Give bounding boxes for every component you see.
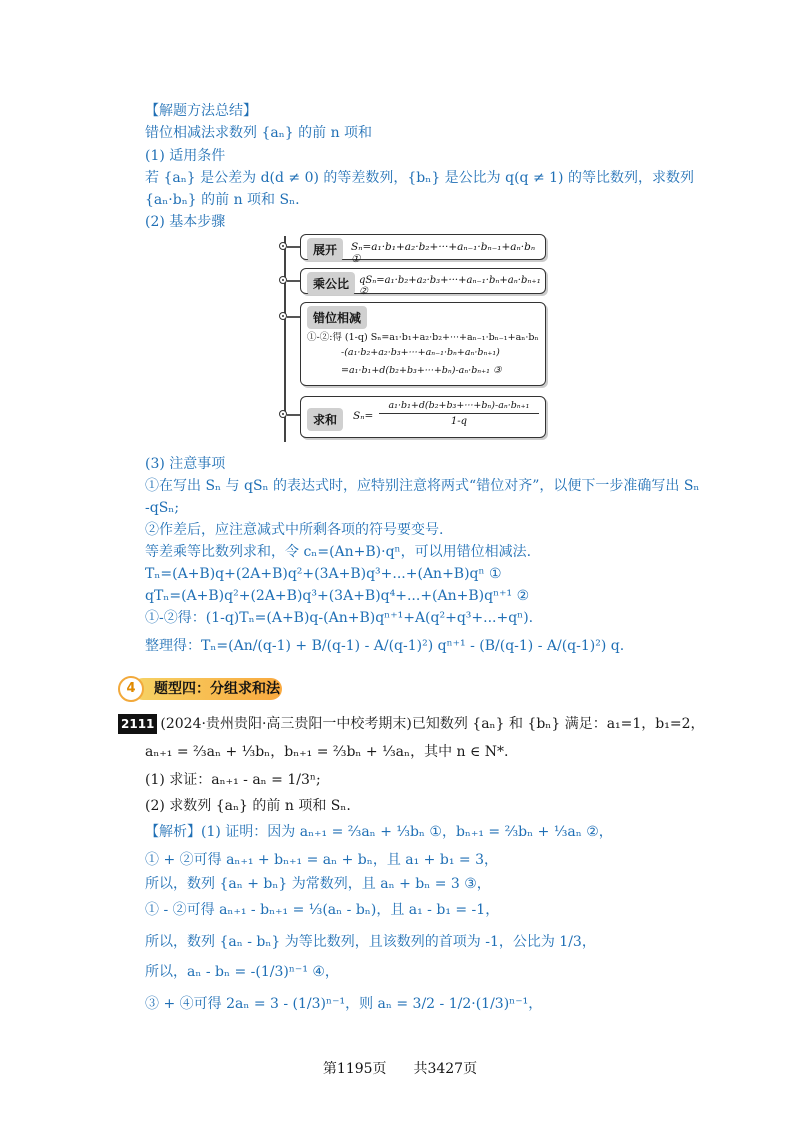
- page-number: 第1195页: [322, 1061, 387, 1077]
- step4-tag: 求和: [307, 408, 343, 431]
- connector: [287, 414, 301, 416]
- step2-tag: 乘公比: [307, 272, 355, 295]
- step3-line1: ①-②:得 (1-q) Sₙ=a₁·b₁+a₂·b₂+···+aₙ₋₁·bₙ₋₁+aₙ·bₙ: [307, 332, 539, 343]
- note-6: ①-②得：(1-q)Tₙ=(A+B)q-(An+B)qⁿ⁺¹+A(q²+q³+...+qⁿ).: [145, 610, 534, 626]
- note-7: [145, 636, 624, 656]
- solution-line-1: 【解析】(1) 证明：因为 aₙ₊₁ = ⅔aₙ + ⅓bₙ ①，bₙ₊₁ = ⅔bₙ + ⅓aₙ ②，: [145, 824, 613, 840]
- notes-title: (3) 注意事项: [145, 456, 226, 472]
- connector: [287, 246, 301, 248]
- step3-line3: =a₁·b₁+d(b₂+b₃+···+bₙ)-aₙ·bₙ₊₁ ③: [341, 365, 502, 376]
- problem-stem-1: [118, 714, 705, 734]
- step1-tag: 展开: [307, 238, 343, 261]
- steps-diagram: [278, 232, 546, 446]
- step4-fraction: [379, 400, 539, 427]
- problem-id: 2111: [118, 714, 157, 734]
- step-multiply: [300, 268, 546, 297]
- note-7-body: (An/(q-1) + B/(q-1) - A/(q-1)²) qⁿ⁺¹ - (B/(q-1) - A/(q-1)²) q.: [228, 638, 625, 654]
- problem-stem-2: aₙ₊₁ = ⅔aₙ + ⅓bₙ，bₙ₊₁ = ⅔bₙ + ⅓aₙ，其中 n ∈ N*.: [145, 744, 509, 760]
- steps-title: (2) 基本步骤: [145, 214, 226, 230]
- condition-text-1: 若 {aₙ} 是公差为 d(d ≠ 0) 的等差数列，{bₙ} 是公比为 q(q ≠ 1) 的等比数列，求数列: [145, 170, 694, 186]
- step-expand: [300, 234, 546, 265]
- step2-formula: qSₙ=a₁·b₂+a₂·b₃+···+aₙ₋₁·bₙ+aₙ·bₙ₊₁ ②: [359, 275, 541, 297]
- step1-bullet-icon: [279, 242, 287, 250]
- section-number-badge: 4: [118, 676, 144, 702]
- step4-bullet-icon: [279, 410, 287, 418]
- note-7-prefix: 整理得：Tₙ=: [145, 638, 229, 654]
- note-1a: ①在写出 Sₙ 与 qSₙ 的表达式时，应特别注意将两式“错位对齐”，以便下一步准确写出 Sₙ: [145, 478, 700, 494]
- summary-intro: 错位相减法求数列 {aₙ} 的前 n 项和: [145, 125, 373, 141]
- solution-line-5: 所以，数列 {aₙ - bₙ} 为等比数列，且该数列的首项为 -1，公比为 1/3，: [145, 934, 596, 950]
- step4-lhs: Sₙ=: [353, 410, 374, 422]
- solution-line-4: ① - ②可得 aₙ₊₁ - bₙ₊₁ = ⅓(aₙ - bₙ)，且 a₁ - b₁ = -1，: [145, 902, 500, 918]
- method-summary-heading: 【解题方法总结】: [145, 103, 257, 119]
- step3-tag: 错位相减: [307, 306, 367, 329]
- connector: [287, 316, 301, 318]
- solution-line-2: ① + ②可得 aₙ₊₁ + bₙ₊₁ = aₙ + bₙ，且 a₁ + b₁ = 3，: [145, 852, 498, 868]
- page-total: 共3427页: [413, 1061, 478, 1077]
- problem-stem-text: (2024·贵州贵阳·高三贵阳一中校考期末)已知数列 {aₙ} 和 {bₙ} 满足：a₁=1，b₁=2，: [160, 716, 705, 732]
- step-subtract: [300, 302, 546, 386]
- problem-question-1: (1) 求证：aₙ₊₁ - aₙ = 1/3ⁿ;: [145, 772, 321, 788]
- page-footer: [0, 1058, 800, 1078]
- step1-formula: Sₙ=a₁·b₁+a₂·b₂+···+aₙ₋₁·bₙ₋₁+aₙ·bₙ ①: [351, 241, 536, 265]
- section-title: 题型四：分组求和法: [154, 681, 280, 697]
- section-heading: [118, 676, 282, 702]
- solution-line-3: 所以，数列 {aₙ + bₙ} 为常数列，且 aₙ + bₙ = 3 ③，: [145, 876, 491, 892]
- step4-numerator: a₁·b₁+d(b₂+b₃+···+bₙ)-aₙ·bₙ₊₁: [379, 400, 539, 414]
- step3-bullet-icon: [279, 312, 287, 320]
- step-sum: [300, 396, 546, 438]
- note-5: qTₙ=(A+B)q²+(2A+B)q³+(3A+B)q⁴+...+(An+B)qⁿ⁺¹ ②: [145, 588, 530, 604]
- solution-line-7: ③ + ④可得 2aₙ = 3 - (1/3)ⁿ⁻¹，则 aₙ = 3/2 - 1/2·(1/3)ⁿ⁻¹，: [145, 996, 543, 1012]
- step4-denominator: 1-q: [450, 416, 468, 427]
- step2-bullet-icon: [279, 276, 287, 284]
- note-3: 等差乘等比数列求和，令 cₙ=(An+B)·qⁿ，可以用错位相减法.: [145, 544, 532, 560]
- note-2: ②作差后，应注意减式中所剩各项的符号要变号.: [145, 522, 444, 538]
- connector: [287, 280, 301, 282]
- solution-line-6: 所以，aₙ - bₙ = -(1/3)ⁿ⁻¹ ④，: [145, 964, 339, 980]
- step3-line2: -(a₁·b₂+a₂·b₃+···+aₙ₋₁·bₙ+aₙ·bₙ₊₁): [341, 347, 500, 358]
- condition-text-2: {aₙ·bₙ} 的前 n 项和 Sₙ.: [145, 192, 300, 208]
- problem-question-2: (2) 求数列 {aₙ} 的前 n 项和 Sₙ.: [145, 798, 351, 814]
- note-1b: -qSₙ;: [145, 500, 180, 516]
- condition-title: (1) 适用条件: [145, 148, 226, 164]
- note-4: Tₙ=(A+B)q+(2A+B)q²+(3A+B)q³+...+(An+B)qⁿ ①: [145, 566, 502, 582]
